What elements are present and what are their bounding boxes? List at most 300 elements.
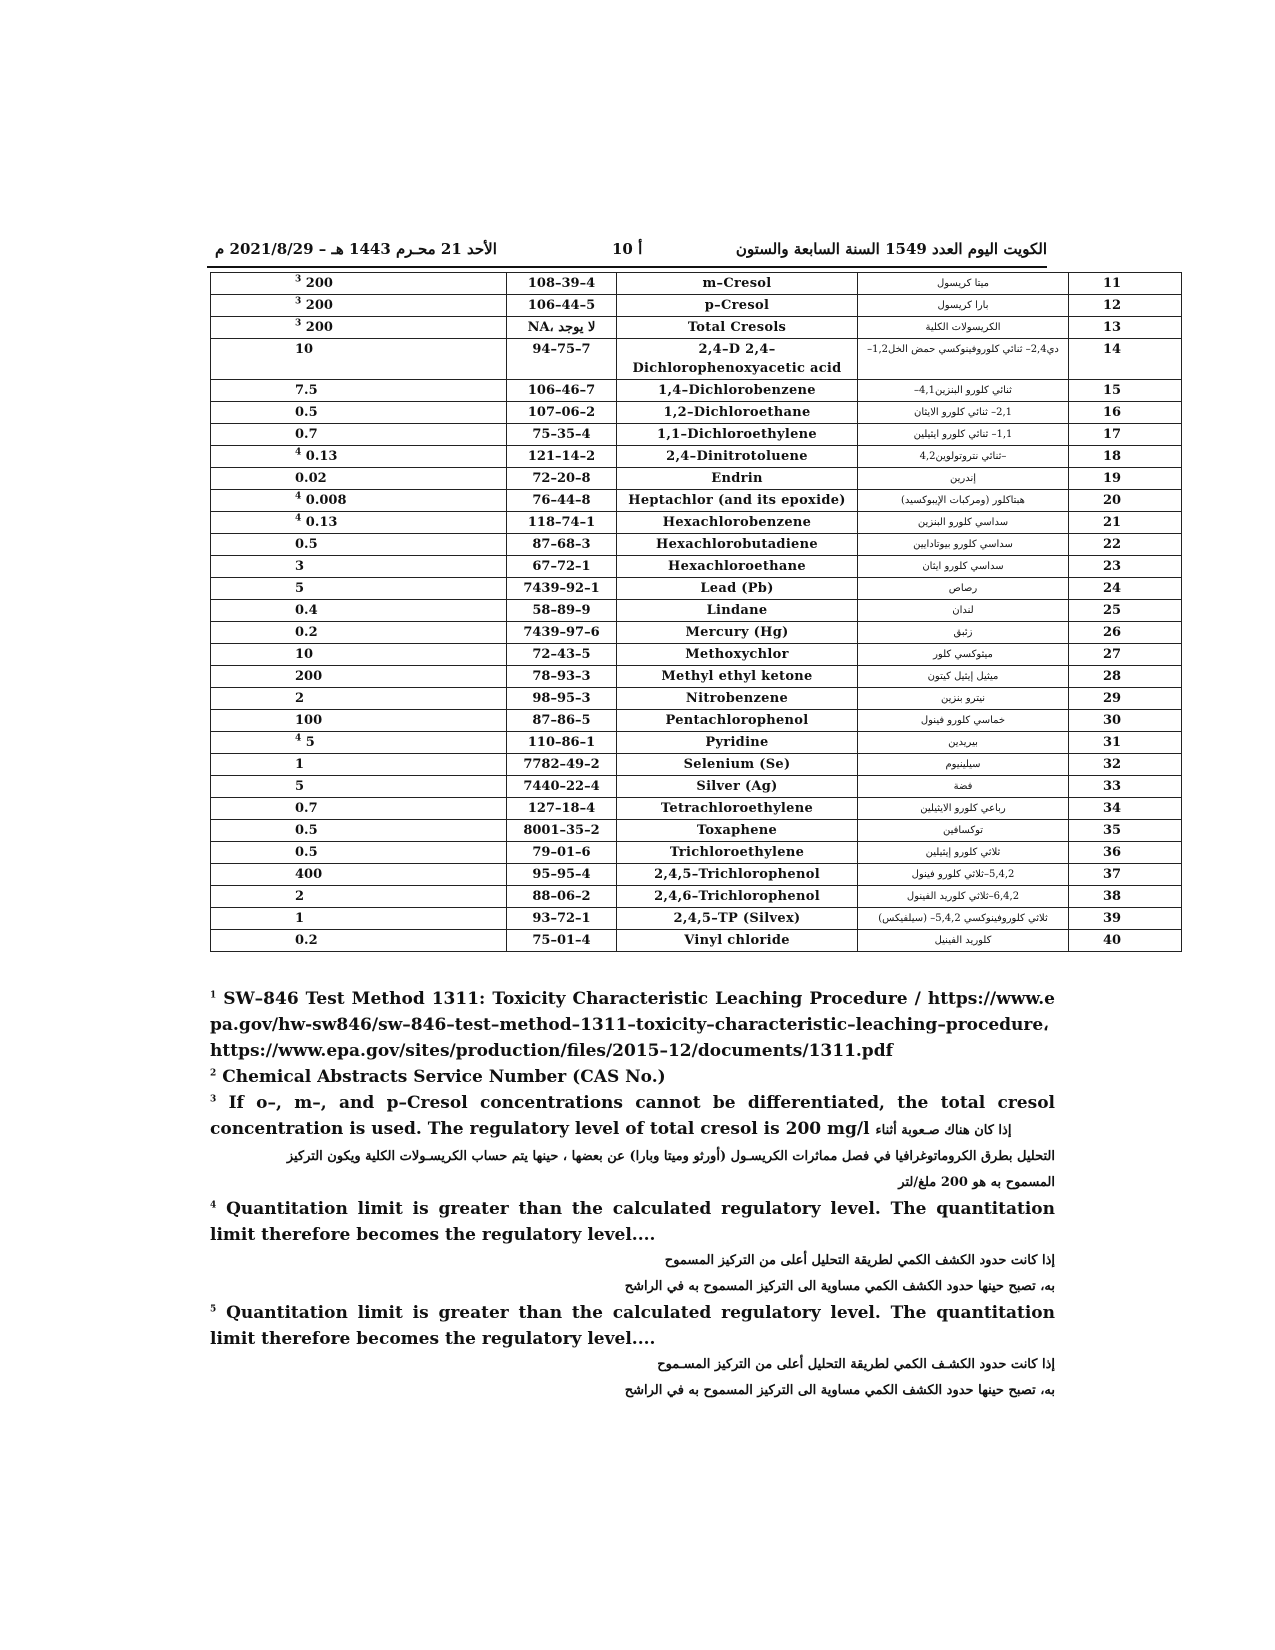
regulatory-level-cell-text: 200 xyxy=(305,276,333,291)
table-row xyxy=(211,710,1182,732)
regulatory-level-cell-text: 200 xyxy=(305,320,333,335)
regulatory-level-cell-text: 1 xyxy=(295,757,305,772)
table-row xyxy=(211,402,1182,424)
contaminant-name-cell-text: Mercury (Hg) xyxy=(685,625,789,640)
cas-number-cell-text: 7439–97–6 xyxy=(523,625,600,640)
row-number-cell-text: 21 xyxy=(1103,515,1122,530)
regulatory-level-cell xyxy=(211,644,507,666)
row-number-cell xyxy=(1069,776,1182,798)
row-number-cell-text: 26 xyxy=(1103,625,1122,640)
contaminant-name-cell-text: Vinyl chloride xyxy=(684,933,790,948)
contaminant-arabic-name-cell-text: إندرين xyxy=(949,473,977,484)
footnotes xyxy=(210,986,1055,1404)
row-number-cell-text: 14 xyxy=(1103,342,1122,357)
row-number-cell xyxy=(1069,446,1182,468)
contaminant-arabic-name-cell-text: لندان xyxy=(952,605,974,616)
row-number-cell-text: 31 xyxy=(1103,735,1122,750)
contaminant-name-cell xyxy=(617,295,858,317)
contaminant-name-cell xyxy=(617,820,858,842)
regulatory-level-cell xyxy=(211,820,507,842)
contaminant-arabic-name-cell-text: خماسي كلورو فينول xyxy=(920,715,1006,726)
regulatory-level-cell-text: 5 xyxy=(295,581,305,596)
regulatory-level-cell xyxy=(211,930,507,952)
regulatory-level-cell xyxy=(211,798,507,820)
table-row xyxy=(211,622,1182,644)
footnote-4-arabic-line-1: إذا كانت حدود الكشف الكمي لطريقة التحليل أعلى من التركيز المسموح xyxy=(664,1253,1055,1268)
cas-number-cell xyxy=(507,776,617,798)
regulatory-level-cell-text: 0.13 xyxy=(305,515,338,530)
row-number-cell-text: 17 xyxy=(1103,427,1122,442)
toxicity-table xyxy=(210,272,1182,952)
contaminant-arabic-name-cell xyxy=(858,402,1069,424)
contaminant-name-cell xyxy=(617,732,858,754)
table-row xyxy=(211,842,1182,864)
cas-number-cell-text: 106–46–7 xyxy=(527,383,596,398)
footnote-ref: 4 xyxy=(295,733,302,744)
regulatory-level-cell xyxy=(211,732,507,754)
cas-number-cell-text: 79–01–6 xyxy=(532,845,591,860)
contaminant-name-cell xyxy=(617,622,858,644)
contaminant-name-cell-text: 2,4,6–Trichlorophenol xyxy=(654,889,820,904)
contaminant-name-cell xyxy=(617,446,858,468)
row-number-cell-text: 39 xyxy=(1103,911,1122,926)
row-number-cell-text: 19 xyxy=(1103,471,1122,486)
contaminant-name-cell xyxy=(617,273,858,295)
contaminant-arabic-name-cell xyxy=(858,295,1069,317)
row-number-cell xyxy=(1069,424,1182,446)
row-number-cell xyxy=(1069,380,1182,402)
row-number-cell xyxy=(1069,600,1182,622)
cas-number-cell-text: 75–01–4 xyxy=(532,933,591,948)
contaminant-arabic-name-cell xyxy=(858,930,1069,952)
contaminant-arabic-name-cell xyxy=(858,754,1069,776)
contaminant-name-cell-text: Nitrobenzene xyxy=(685,691,789,706)
regulatory-level-cell xyxy=(211,468,507,490)
contaminant-name-cell xyxy=(617,842,858,864)
regulatory-level-cell xyxy=(211,534,507,556)
regulatory-level-cell-text: 10 xyxy=(295,647,314,662)
cas-number-cell-text: 78–93–3 xyxy=(532,669,591,684)
row-number-cell-text: 32 xyxy=(1103,757,1122,772)
row-number-cell xyxy=(1069,295,1182,317)
cas-number-cell xyxy=(507,732,617,754)
regulatory-level-cell-text: 200 xyxy=(305,298,333,313)
contaminant-name-cell-text: Methyl ethyl ketone xyxy=(661,669,813,684)
regulatory-level-cell xyxy=(211,273,507,295)
contaminant-arabic-name-cell xyxy=(858,622,1069,644)
row-number-cell-text: 18 xyxy=(1103,449,1122,464)
regulatory-level-cell-text: 0.13 xyxy=(305,449,338,464)
footnote-mark: 2 xyxy=(210,1068,217,1079)
cas-number-cell-text: 88–06–2 xyxy=(532,889,591,904)
contaminant-name-cell xyxy=(617,424,858,446)
footnote-arabic-inline: إذا كان هناك صـعوبة أثناء xyxy=(875,1123,1012,1138)
cas-number-cell xyxy=(507,886,617,908)
row-number-cell-text: 35 xyxy=(1103,823,1122,838)
cas-number-cell-text: 7782–49–2 xyxy=(523,757,600,772)
regulatory-level-cell xyxy=(211,776,507,798)
regulatory-level-cell-text: 200 xyxy=(295,669,323,684)
regulatory-level-cell xyxy=(211,842,507,864)
regulatory-level-cell xyxy=(211,295,507,317)
contaminant-name-cell-text: Lindane xyxy=(706,603,768,618)
row-number-cell-text: 34 xyxy=(1103,801,1122,816)
row-number-cell xyxy=(1069,339,1182,380)
row-number-cell xyxy=(1069,886,1182,908)
cas-number-cell xyxy=(507,622,617,644)
contaminant-arabic-name-cell-text: هبتاكلور (ومركبات الإيبوكسيد) xyxy=(901,495,1025,506)
regulatory-level-cell-text: 5 xyxy=(295,779,305,794)
footnote-text: If o–, m–, and p–Cresol concentrations cannot be differentiated, the total cresol concentration is used. The regulatory level of total cresol is 200 mg/l xyxy=(210,1093,1055,1139)
footnote-ref: 3 xyxy=(295,274,302,285)
footnote-ref: 4 xyxy=(295,447,302,458)
row-number-cell-text: 30 xyxy=(1103,713,1122,728)
regulatory-level-cell xyxy=(211,339,507,380)
cas-number-cell-text: 118–74–1 xyxy=(527,515,596,530)
cas-number-cell-text: 107–06–2 xyxy=(527,405,596,420)
contaminant-arabic-name-cell-text: دي2,4– ثنائي كلوروفينوكسي حمض الخل1,2– xyxy=(867,344,1059,355)
contaminant-arabic-name-cell-text: فضة xyxy=(953,781,973,792)
cas-number-cell xyxy=(507,842,617,864)
table-row xyxy=(211,424,1182,446)
row-number-cell-text: 27 xyxy=(1103,647,1122,662)
contaminant-arabic-name-cell xyxy=(858,710,1069,732)
regulatory-level-cell xyxy=(211,380,507,402)
cas-number-cell-text: 94–75–7 xyxy=(532,342,591,357)
contaminant-arabic-name-cell-text: 2,1– ثنائي كلورو الايثان xyxy=(914,407,1012,418)
regulatory-level-cell-text: 400 xyxy=(295,867,323,882)
row-number-cell-text: 16 xyxy=(1103,405,1122,420)
cas-number-cell xyxy=(507,273,617,295)
contaminant-arabic-name-cell xyxy=(858,820,1069,842)
table-row xyxy=(211,864,1182,886)
contaminant-arabic-name-cell-text: ميتا كريسول xyxy=(936,278,990,289)
cas-number-cell-text: 7439–92–1 xyxy=(523,581,600,596)
contaminant-arabic-name-cell xyxy=(858,908,1069,930)
contaminant-arabic-name-cell-text: رصاص xyxy=(948,583,978,594)
table-row xyxy=(211,380,1182,402)
contaminant-name-cell xyxy=(617,666,858,688)
regulatory-level-cell-text: 0.008 xyxy=(305,493,347,508)
regulatory-level-cell xyxy=(211,512,507,534)
cas-number-cell xyxy=(507,380,617,402)
contaminant-arabic-name-cell xyxy=(858,644,1069,666)
footnote-ref: 4 xyxy=(295,513,302,524)
contaminant-name-cell-text: Selenium (Se) xyxy=(683,757,791,772)
contaminant-name-cell-text: Methoxychlor xyxy=(685,647,789,662)
footnote-4 xyxy=(210,1196,1055,1248)
contaminant-arabic-name-cell-text: ثلاثي كلوروفينوكسي 5,4,2– (سيلفيكس) xyxy=(878,913,1048,924)
row-number-cell-text: 15 xyxy=(1103,383,1122,398)
contaminant-arabic-name-cell xyxy=(858,468,1069,490)
contaminant-name-cell-text: Trichloroethylene xyxy=(669,845,805,860)
regulatory-level-cell xyxy=(211,490,507,512)
row-number-cell-text: 28 xyxy=(1103,669,1122,684)
table-row xyxy=(211,930,1182,952)
contaminant-name-cell xyxy=(617,490,858,512)
row-number-cell xyxy=(1069,512,1182,534)
cas-number-cell xyxy=(507,864,617,886)
contaminant-arabic-name-cell-text: بارا كريسول xyxy=(937,300,989,311)
row-number-cell-text: 25 xyxy=(1103,603,1122,618)
cas-number-cell xyxy=(507,908,617,930)
regulatory-level-cell-text: 2 xyxy=(295,691,305,706)
row-number-cell xyxy=(1069,666,1182,688)
header-date: الأحد 21 محـرم 1443 هـ – 2021/8/29 م xyxy=(215,240,497,258)
footnote-ref: 3 xyxy=(295,296,302,307)
row-number-cell-text: 33 xyxy=(1103,779,1122,794)
regulatory-level-cell xyxy=(211,908,507,930)
footnote-mark: 1 xyxy=(210,990,217,1001)
contaminant-name-cell-text: Heptachlor (and its epoxide) xyxy=(628,493,846,508)
row-number-cell-text: 23 xyxy=(1103,559,1122,574)
row-number-cell-text: 29 xyxy=(1103,691,1122,706)
contaminant-name-cell-text: Total Cresols xyxy=(687,320,787,335)
regulatory-level-cell-text: 0.7 xyxy=(295,801,318,816)
footnote-mark: 5 xyxy=(210,1304,217,1315)
regulatory-level-cell-text: 1 xyxy=(295,911,305,926)
cas-number-cell xyxy=(507,534,617,556)
table-row xyxy=(211,339,1182,380)
contaminant-arabic-name-cell xyxy=(858,798,1069,820)
table-row xyxy=(211,273,1182,295)
table-row xyxy=(211,732,1182,754)
cas-number-cell-text: 72–20–8 xyxy=(532,471,591,486)
cas-number-cell-text: 72–43–5 xyxy=(532,647,591,662)
regulatory-level-cell xyxy=(211,864,507,886)
contaminant-arabic-name-cell-text: ميثوكسي كلور xyxy=(933,649,993,660)
cas-number-cell xyxy=(507,754,617,776)
regulatory-level-cell-text: 0.5 xyxy=(295,823,318,838)
contaminant-name-cell xyxy=(617,930,858,952)
footnote-2 xyxy=(210,1064,1055,1090)
contaminant-name-cell-text: Tetrachloroethylene xyxy=(660,801,814,816)
contaminant-name-cell xyxy=(617,317,858,339)
cas-number-cell-text: 87–86–5 xyxy=(532,713,591,728)
regulatory-level-cell-text: 7.5 xyxy=(295,383,318,398)
contaminant-arabic-name-cell xyxy=(858,886,1069,908)
cas-number-cell-text: 110–86–1 xyxy=(527,735,596,750)
contaminant-arabic-name-cell-text: رباعي كلورو الايثيلين xyxy=(920,803,1006,814)
regulatory-level-cell xyxy=(211,666,507,688)
footnote-mark: 3 xyxy=(210,1094,217,1105)
row-number-cell xyxy=(1069,930,1182,952)
row-number-cell xyxy=(1069,534,1182,556)
contaminant-name-cell-text: 1,4–Dichlorobenzene xyxy=(658,383,816,398)
contaminant-name-cell-text: p–Cresol xyxy=(704,298,770,313)
row-number-cell xyxy=(1069,754,1182,776)
cas-number-cell xyxy=(507,512,617,534)
regulatory-level-cell-text: 10 xyxy=(295,342,314,357)
table-row xyxy=(211,776,1182,798)
row-number-cell xyxy=(1069,490,1182,512)
cas-number-cell-text: 67–72–1 xyxy=(532,559,591,574)
contaminant-arabic-name-cell-text: سيلينيوم xyxy=(945,759,981,770)
regulatory-level-cell-text: 0.2 xyxy=(295,933,318,948)
contaminant-name-cell-text: Endrin xyxy=(711,471,763,486)
cas-number-cell-text: 58–89–9 xyxy=(532,603,591,618)
contaminant-name-cell-text: 2,4–D 2,4–Dichlorophenoxyacetic acid xyxy=(632,342,842,376)
contaminant-name-cell-text: Pentachlorophenol xyxy=(665,713,809,728)
contaminant-arabic-name-cell-text: 5,4,2–ثلاثي كلورو فينول xyxy=(911,869,1015,880)
page-number: 10 أ xyxy=(612,240,643,258)
contaminant-arabic-name-cell xyxy=(858,578,1069,600)
row-number-cell xyxy=(1069,622,1182,644)
row-number-cell xyxy=(1069,864,1182,886)
contaminant-name-cell xyxy=(617,534,858,556)
table-row xyxy=(211,600,1182,622)
table-row xyxy=(211,578,1182,600)
row-number-cell-text: 40 xyxy=(1103,933,1122,948)
contaminant-name-cell xyxy=(617,468,858,490)
contaminant-arabic-name-cell-text: الكريسولات الكلية xyxy=(925,322,1001,333)
cas-number-cell-text: 98–95–3 xyxy=(532,691,591,706)
contaminant-name-cell xyxy=(617,864,858,886)
contaminant-name-cell xyxy=(617,688,858,710)
row-number-cell xyxy=(1069,842,1182,864)
footnote-3 xyxy=(210,1090,1055,1144)
contaminant-arabic-name-cell-text: بيريدين xyxy=(948,737,978,748)
cas-number-cell xyxy=(507,578,617,600)
row-number-cell xyxy=(1069,644,1182,666)
contaminant-arabic-name-cell xyxy=(858,446,1069,468)
contaminant-arabic-name-cell xyxy=(858,842,1069,864)
cas-number-cell-text: 106–44–5 xyxy=(527,298,596,313)
cas-number-cell xyxy=(507,666,617,688)
row-number-cell-text: 11 xyxy=(1103,276,1122,291)
contaminant-name-cell-text: Toxaphene xyxy=(696,823,778,838)
regulatory-level-cell xyxy=(211,886,507,908)
cas-number-cell xyxy=(507,402,617,424)
cas-number-cell-text: 75–35–4 xyxy=(532,427,591,442)
cas-number-cell xyxy=(507,556,617,578)
contaminant-arabic-name-cell xyxy=(858,776,1069,798)
contaminant-name-cell xyxy=(617,644,858,666)
table-row xyxy=(211,644,1182,666)
footnote-text: Quantitation limit is greater than the calculated regulatory level. The quantitation limit therefore becomes the regulatory level.... xyxy=(210,1303,1056,1349)
contaminant-arabic-name-cell-text: توكسافين xyxy=(942,825,984,836)
row-number-cell-text: 12 xyxy=(1103,298,1122,313)
table-row xyxy=(211,908,1182,930)
contaminant-arabic-name-cell xyxy=(858,380,1069,402)
footnote-text: SW–846 Test Method 1311: Toxicity Characteristic Leaching Procedure / https://www.epa.gov/hw-sw846/sw–846–test–method–1311–toxicity–characteristic–leaching–procedure، https://www.epa.gov/sites/production/files/2015–12/documents/1311.pdf xyxy=(210,989,1055,1061)
contaminant-name-cell xyxy=(617,512,858,534)
contaminant-name-cell-text: Hexachlorobenzene xyxy=(662,515,812,530)
contaminant-name-cell xyxy=(617,600,858,622)
regulatory-level-cell xyxy=(211,317,507,339)
row-number-cell-text: 24 xyxy=(1103,581,1122,596)
contaminant-arabic-name-cell-text: كلوريد الفينيل xyxy=(934,935,992,946)
regulatory-level-cell xyxy=(211,424,507,446)
footnote-5-arabic-line-1: إذا كانت حدود الكشـف الكمي لطريقة التحليل أعلى من التركيز المسـموح xyxy=(657,1357,1055,1372)
contaminant-name-cell xyxy=(617,776,858,798)
table-row xyxy=(211,295,1182,317)
row-number-cell xyxy=(1069,732,1182,754)
regulatory-level-cell-text: 2 xyxy=(295,889,305,904)
row-number-cell xyxy=(1069,820,1182,842)
footnote-3-arabic-line-2: المسموح به هو 200 ملغ/لتر xyxy=(898,1175,1055,1190)
cas-number-cell xyxy=(507,339,617,380)
regulatory-level-cell-text: 100 xyxy=(295,713,323,728)
regulatory-level-cell xyxy=(211,600,507,622)
cas-number-cell xyxy=(507,798,617,820)
cas-number-cell xyxy=(507,490,617,512)
table-row xyxy=(211,798,1182,820)
table-row xyxy=(211,490,1182,512)
contaminant-arabic-name-cell xyxy=(858,339,1069,380)
contaminant-arabic-name-cell xyxy=(858,317,1069,339)
regulatory-level-cell xyxy=(211,688,507,710)
row-number-cell xyxy=(1069,688,1182,710)
cas-number-cell xyxy=(507,424,617,446)
contaminant-name-cell-text: 1,2–Dichloroethane xyxy=(663,405,811,420)
contaminant-arabic-name-cell xyxy=(858,512,1069,534)
contaminant-arabic-name-cell-text: نيترو بنزين xyxy=(940,693,986,704)
row-number-cell xyxy=(1069,273,1182,295)
contaminant-arabic-name-cell-text: سداسي كلورو بيوتادايين xyxy=(913,539,1013,550)
footnote-4-arabic-line-2: به، تصبح حينها حدود الكشف الكمي مساوية الى التركيز المسموح به في الراشح xyxy=(624,1279,1055,1294)
contaminant-arabic-name-cell xyxy=(858,600,1069,622)
contaminant-name-cell-text: 2,4,5–TP (Silvex) xyxy=(673,911,801,926)
table-row xyxy=(211,666,1182,688)
contaminant-arabic-name-cell xyxy=(858,534,1069,556)
table-row xyxy=(211,754,1182,776)
contaminant-arabic-name-cell xyxy=(858,688,1069,710)
contaminant-name-cell-text: 2,4–Dinitrotoluene xyxy=(666,449,808,464)
contaminant-name-cell-text: Hexachlorobutadiene xyxy=(656,537,818,552)
footnote-3-arabic-line-1: التحليل بطرق الكروماتوغرافيا في فصل مماثرات الكريسـول (أورثو وميتا وبارا) عن بعضها ، حينها يتم حساب الكريسـولات الكلية ويكون التركيز xyxy=(286,1149,1055,1164)
cas-number-cell-text: 108–39–4 xyxy=(527,276,596,291)
cas-number-cell-text: 8001–35–2 xyxy=(523,823,600,838)
contaminant-name-cell xyxy=(617,710,858,732)
contaminant-name-cell-text: m–Cresol xyxy=(702,276,772,291)
regulatory-level-cell-text: 3 xyxy=(295,559,305,574)
cas-number-cell-text: 121–14–2 xyxy=(527,449,596,464)
contaminant-arabic-name-cell-text: سداسي كلورو البنزين xyxy=(917,517,1009,528)
footnote-5 xyxy=(210,1300,1055,1352)
regulatory-level-cell-text: 0.2 xyxy=(295,625,318,640)
contaminant-arabic-name-cell xyxy=(858,732,1069,754)
cas-number-cell xyxy=(507,710,617,732)
regulatory-level-cell-text: 0.4 xyxy=(295,603,318,618)
contaminant-arabic-name-cell-text: ثنائي كلورو البنزين4,1– xyxy=(914,385,1012,396)
contaminant-arabic-name-cell-text: سداسي كلورو ايثان xyxy=(922,561,1004,572)
regulatory-level-cell-text: 0.02 xyxy=(295,471,327,486)
regulatory-level-cell xyxy=(211,622,507,644)
footnote-1 xyxy=(210,986,1055,1064)
contaminant-name-cell-text: 2,4,5–Trichlorophenol xyxy=(654,867,820,882)
cas-number-cell xyxy=(507,644,617,666)
cas-number-cell-text: 93–72–1 xyxy=(532,911,591,926)
cas-number-cell-text: NA، لا يوجد xyxy=(527,320,596,335)
regulatory-level-cell xyxy=(211,556,507,578)
table-row xyxy=(211,556,1182,578)
footnote-ref: 3 xyxy=(295,318,302,329)
contaminant-name-cell xyxy=(617,339,858,380)
regulatory-level-cell-text: 5 xyxy=(305,735,315,750)
footnote-text: Chemical Abstracts Service Number (CAS No.) xyxy=(222,1067,666,1087)
table-row xyxy=(211,512,1182,534)
contaminant-name-cell-text: Silver (Ag) xyxy=(696,779,778,794)
row-number-cell-text: 13 xyxy=(1103,320,1122,335)
contaminant-name-cell xyxy=(617,402,858,424)
contaminant-arabic-name-cell-text: –ثنائي نتروتولوين4,2 xyxy=(919,451,1007,462)
table-row xyxy=(211,317,1182,339)
cas-number-cell-text: 87–68–3 xyxy=(532,537,591,552)
table-body xyxy=(211,273,1182,952)
cas-number-cell xyxy=(507,600,617,622)
contaminant-arabic-name-cell xyxy=(858,424,1069,446)
